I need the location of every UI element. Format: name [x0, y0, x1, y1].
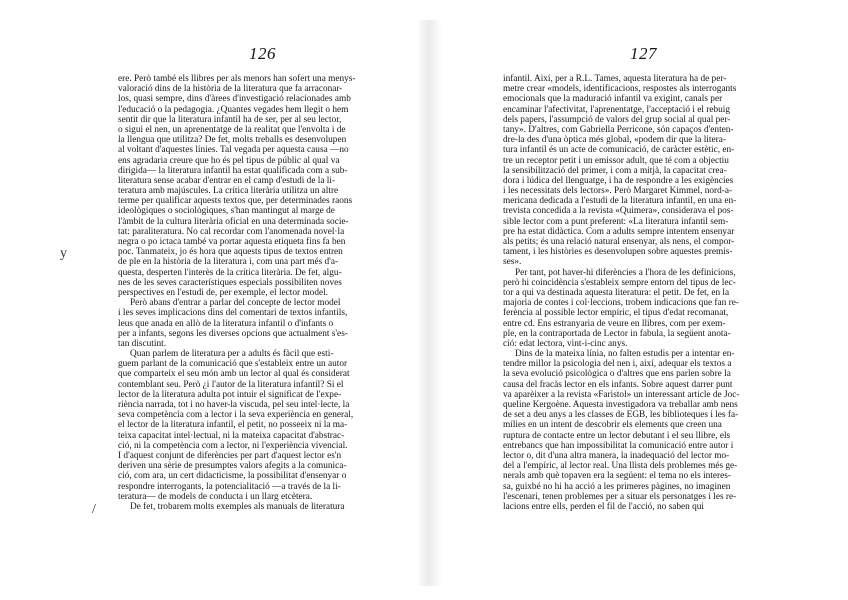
- text-line: seva competència com a lector i la seva experiència en general,: [118, 410, 354, 421]
- text-line: respondre interrogants, la potencialitació —a través de la li-: [118, 481, 341, 492]
- text-line: Dins de la mateixa línia, no falten estudis per a intentar en-: [515, 349, 735, 360]
- text-line: sa, guixbé no hi ha acció a les primeres pàgines, no imaginen: [503, 481, 731, 492]
- text-line: metre crear «models, identificacions, respostes als interrogants: [503, 84, 737, 95]
- text-line: teixa capacitat intel·lectual, ni la mateixa capacitat d'abstrac-: [118, 430, 345, 441]
- text-line: va aparèixer a la revista «Faristol» un interessant article de Joc-: [503, 389, 740, 400]
- text-line: ció, ni la competència com a lector, ni l'experiència vivencial.: [118, 440, 348, 451]
- text-line: majoria de contes i col·leccions, trobem indicacions que fan re-: [503, 298, 739, 309]
- text-line: questa, desperten l'interès de la crítica literària. De fet, algu-: [118, 267, 342, 278]
- text-line: que comparteix el seu món amb un lector al qual és considerat: [118, 369, 350, 380]
- text-line: mericana dedicada a l'estudi de la literatura infantil, en una en-: [503, 196, 737, 207]
- text-line: de set a deu anys a les classes de EGB, les biblioteques i les fa-: [503, 410, 739, 421]
- margin-mark-slash: /: [92, 502, 96, 517]
- text-line: tat: paraliteratura. No cal recordar com l'anomenada novel·la: [118, 226, 345, 237]
- text-line: lacions entre ells, perden el fil de l'acció, no saben qui: [503, 501, 704, 512]
- text-line: ció, com ara, un cert didacticisme, la possibilitat d'ensenyar o: [118, 471, 347, 482]
- text-line: Per tant, pot haver-hi diferències a l'hora de les definicions,: [515, 267, 736, 278]
- text-line: encaminar l'afectivitat, l'aprenentatge, l'acceptació i el rebuig: [503, 104, 730, 115]
- text-line: ple, en la contraportada de Lector in fabula, la següent anota-: [503, 328, 731, 339]
- text-line: el lector de la literatura infantil, el petit, no posseeix ni la ma-: [118, 420, 348, 431]
- left-page-text: [118, 74, 408, 512]
- text-line: tan discutint.: [118, 338, 167, 349]
- text-line: la seva evolució psicològica o d'altres que ens parlen sobre la: [503, 369, 731, 380]
- text-line: tor a qui va destinada aquesta literatura: el petit. De fet, en la: [503, 287, 730, 298]
- text-line: mílies en un intent de descobrir els elements que creen una: [503, 420, 722, 431]
- text-line: o sigui el nen, un aprenentatge de la realitat que l'envolta i de: [118, 124, 346, 135]
- text-line: terme per qualificar aquests textos que, per determinades raons: [118, 196, 353, 207]
- text-line: al voltant d'aquestes línies. Tal vegada per aquesta causa —no: [118, 145, 349, 156]
- text-line: emocionals que la maduració infantil va exigint, canals per: [503, 94, 723, 105]
- text-line: del a l'empíric, al lector real. Una llista dels problemes més ge-: [503, 461, 738, 472]
- text-line: als petits; és una relació natural ensenyar, als nens, el compor-: [503, 237, 735, 247]
- text-line: ses».: [503, 257, 522, 268]
- text-line: trevista concedida a la revista «Quimera», considerava el pos-: [503, 206, 734, 217]
- text-line: riència narrada, tot i no haver-la viscuda, pel seu intel·lecte, la: [118, 400, 350, 410]
- text-line: contemblant seu. Però ¿i l'autor de la literatura infantil? Si el: [118, 379, 344, 390]
- text-line: i les necessitats dels lectors». Però Margaret Kimmel, nord-a-: [503, 186, 733, 197]
- text-line: leus que anada en allò de la literatura infantil o d'infants o: [118, 318, 334, 329]
- text-line: poc. Tanmateix, jo és hora que aquests tipus de textos entren: [118, 247, 343, 258]
- text-line: negra o po ictaca també va portar aquesta etiqueta fins fa ben: [118, 237, 346, 247]
- text-line: dora i lúdica del llenguatge, i ha de respondre a les exigències: [503, 175, 734, 186]
- margin-mark-y: y: [60, 246, 67, 261]
- text-line: ere. Però també els llibres per als menors han sofert una menys-: [118, 74, 356, 84]
- text-line: tany». D'altres, com Gabriella Perricone, són capaços d'enten-: [503, 124, 734, 135]
- left-page-number: 126: [249, 44, 276, 63]
- text-line: guem parlant de la comunicació que s'estableix entre un autor: [118, 359, 348, 370]
- text-line: dels papers, l'assumpció de valors del grup social al qual per-: [503, 114, 731, 125]
- text-line: infantil. Així, per a R.L. Tames, aquesta literatura ha de per-: [503, 74, 727, 84]
- text-line: entrebancs que han impossibilitat la comunicació entre autor i: [503, 440, 734, 451]
- text-line: ruptura de contacte entre un lector debutant i el seu llibre, els: [503, 430, 731, 441]
- text-line: i les seves implicacions dins del comentari de textos infantils,: [118, 308, 348, 319]
- text-line: Quan parlem de literatura per a adults és fàcil que esti-: [130, 349, 334, 360]
- text-line: lector o, dit d'una altra manera, la inadequació del lector mo-: [503, 450, 730, 461]
- text-line: deriven una sèrie de presumptes valors afegits a la comunica-: [118, 461, 347, 472]
- text-line: l'educació o la pedagogia. ¿Quantes vegades hem llegit o hem: [118, 104, 349, 115]
- text-line: sible lector com a punt preferent: «La literatura infantil sem-: [503, 216, 729, 227]
- text-line: los, quasi sempre, dins d'àrees d'investigació relacionades amb: [118, 94, 351, 105]
- book-gutter: [416, 20, 442, 586]
- text-line: tre un receptor petit i un emissor adult, que té com a objectiu: [503, 155, 729, 166]
- text-line: I d'aquest conjunt de diferències per part d'aquest lector es'n: [118, 450, 342, 461]
- text-line: perspectives en l'estudi de, per exemple, el lector model.: [118, 287, 329, 298]
- text-line: ció: edat lectora, vint-i-cinc anys.: [503, 338, 628, 349]
- text-line: pre ha estat didàctica. Com a adults sempre intentem ensenyar: [503, 226, 735, 237]
- text-line: ferència al possible lector empíric, el tipus d'edat recomanat,: [503, 308, 729, 319]
- text-line: tament, i les històries es desenvolupen sobre aquestes premis-: [503, 247, 733, 258]
- text-line: De fet, trobarem molts exemples als manuals de literatura: [130, 501, 345, 512]
- text-line: teratura amb majúscules. La crítica literària utilitza un altre: [118, 186, 339, 197]
- text-line: però hi coincidència s'estableix sempre entorn del tipus de lec-: [503, 277, 736, 288]
- text-line: tura infantil és un acte de comunicació, de caràcter estètic, en-: [503, 145, 735, 156]
- right-page-number: 127: [630, 44, 657, 63]
- text-line: literatura sense acabar d'entrar en el camp d'estudi de la li-: [118, 175, 336, 186]
- right-page-text: [503, 74, 787, 512]
- text-line: sentit dir que la literatura infantil ha de ser, per al seu lector,: [118, 114, 342, 125]
- text-line: per a infants, segons les diverses opcions que actualment s'es-: [118, 328, 348, 339]
- text-line: la llengua que utilitza? De fet, molts treballs es desenvolupen: [118, 135, 347, 146]
- text-line: tendre millor la psicologia del nen i, així, adequar els textos a: [503, 359, 732, 370]
- text-line: queline Kergoène. Aquesta investigadora va treballar amb nens: [503, 400, 738, 410]
- text-line: Però abans d'entrar a parlar del concepte de lector model: [130, 298, 341, 309]
- text-line: entre cd. Ens estranyaria de veure en llibres, com per exem-: [503, 318, 726, 329]
- text-line: dre-la des d'una òptica més global, «podem dir que la litera-: [503, 135, 726, 146]
- text-line: valoració dins de la història de la literatura que fa arraconar-: [118, 84, 343, 95]
- text-line: dirigida— la literatura infantil ha estat qualificada com a sub-: [118, 165, 348, 176]
- text-line: ideològiques o sociològiques, s'han mantingut al marge de: [118, 206, 335, 217]
- text-line: l'àmbit de la cultura literària oficial en una determinada socie-: [118, 216, 349, 227]
- text-line: nes de les seves característiques especials possibiliten noves: [118, 277, 342, 288]
- text-line: l'escenari, tenen problemes per a situar els personatges i les re-: [503, 491, 737, 502]
- text-line: nerals amb què topaven era la següent: el tema no els interes-: [503, 471, 731, 482]
- text-line: teratura— de models de conducta i un llarg etcètera.: [118, 491, 313, 502]
- text-line: lector de la literatura adulta pot intuir el significat de l'expe-: [118, 389, 342, 400]
- text-line: ens agradaria creure que ho és pel tipus de públic al qual va: [118, 155, 340, 166]
- text-line: causa del fracàs lector en els infants. Sobre aquest darrer punt: [503, 379, 733, 390]
- text-line: de ple en la història de la literatura i, com una part més d'a-: [118, 257, 339, 268]
- text-line: la sensibilització del primer, i com a mitjà, la capacitat crea-: [503, 165, 727, 176]
